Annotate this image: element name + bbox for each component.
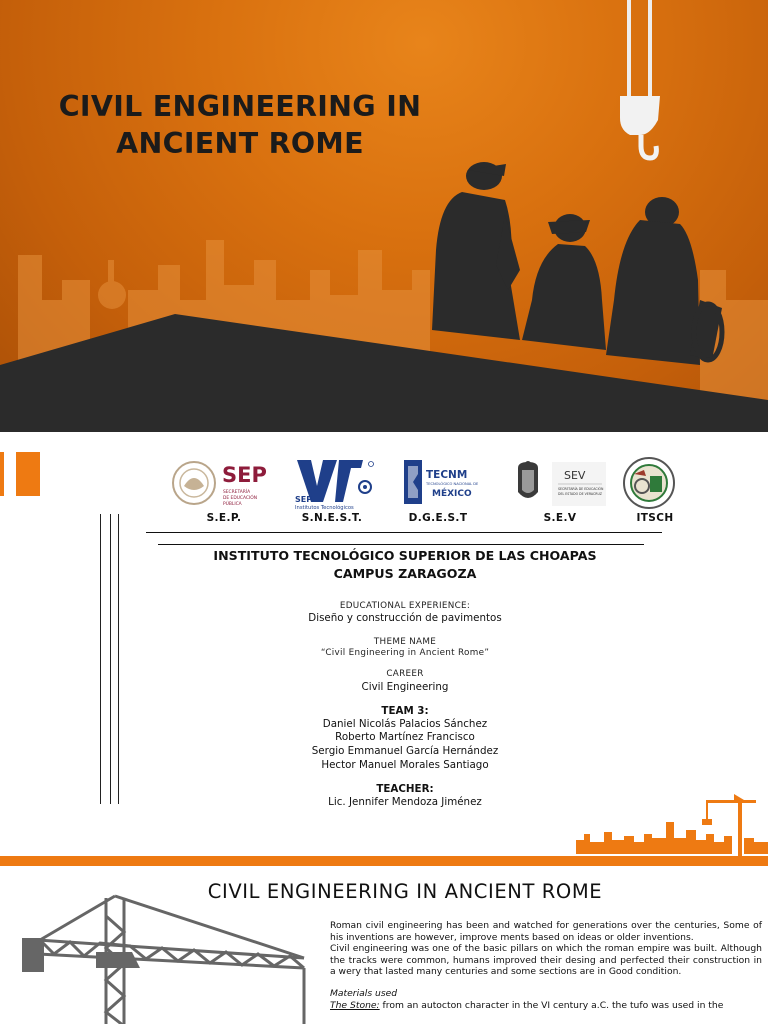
teacher-label: TEACHER: (376, 783, 434, 795)
stone-paragraph (330, 1000, 762, 1012)
content-page (0, 866, 768, 1024)
svg-text:PÚBLICA: PÚBLICA (223, 502, 242, 507)
svg-text:Institutos Tecnológicos: Institutos Tecnológicos (295, 505, 354, 511)
sep-logo-text: SEP (222, 463, 267, 487)
svg-text:SEP: SEP (295, 495, 313, 504)
divider (158, 544, 644, 545)
svg-text:TECNOLÓGICO NACIONAL DE: TECNOLÓGICO NACIONAL DE (426, 482, 478, 486)
team-member: Sergio Emmanuel García Hernández (311, 745, 499, 757)
itsch-label: ITSCH (636, 512, 674, 524)
svg-text:DE EDUCACIÓN: DE EDUCACIÓN (223, 496, 258, 501)
svg-text:SECRETARÍA: SECRETARÍA (223, 490, 251, 495)
team-member: Daniel Nicolás Palacios Sánchez (322, 718, 488, 730)
vertical-rule (118, 514, 119, 804)
svg-text:SECRETARÍA DE EDUCACIÓN: SECRETARÍA DE EDUCACIÓN (558, 487, 604, 491)
hook-icon (620, 0, 660, 158)
cover-title (30, 88, 450, 162)
cover-title-line2: ANCIENT ROME (116, 127, 364, 160)
sev-logo-text: SEV (564, 469, 586, 482)
info-page (0, 432, 768, 866)
stone-label: The Stone: (330, 999, 380, 1011)
itsch-logo (622, 456, 676, 514)
accent-bar-right (16, 452, 40, 496)
team-label: TEAM 3: (381, 705, 429, 717)
snest-label: S.N.E.S.T. (301, 512, 363, 524)
divider (146, 532, 662, 533)
orange-floor (0, 856, 768, 866)
accent-bar-left (0, 452, 4, 496)
cover-title-line1: CIVIL ENGINEERING IN (58, 90, 422, 123)
workers-silhouette (432, 162, 722, 365)
sev-label: S.E.V (543, 512, 577, 524)
orange-skyline (568, 790, 768, 860)
dgest-label: D.G.E.S.T (408, 512, 468, 524)
snest-logo (293, 456, 379, 516)
paragraph: Civil engineering was one of the basic pillars on which the roman empire was built. Although the tracks were common, humans improved their desing and perfected their construction in a wery that lasted many centuries and some sections are in Good condition. (330, 943, 762, 978)
sep-label: S.E.P. (206, 512, 242, 524)
tecnm-logo (402, 456, 478, 516)
vertical-rule (110, 514, 111, 804)
stone-text: from an autocton character in the VI century a.C. the tufo was used in the (379, 999, 724, 1011)
team-member: Roberto Martínez Francisco (335, 731, 475, 743)
sep-logo (170, 456, 282, 516)
theme-value: “Civil Engineering in Ancient Rome” (320, 648, 490, 658)
crane-illustration (0, 886, 330, 1024)
cover-illustration (0, 0, 768, 432)
sev-logo (512, 456, 610, 516)
cover-page (0, 0, 768, 432)
teacher-name: Lic. Jennifer Mendoza Jiménez (328, 796, 482, 808)
institute-name: INSTITUTO TECNOLÓGICO SUPERIOR DE LAS CHOAPAS (213, 548, 597, 563)
svg-text:DEL ESTADO DE VERACRUZ: DEL ESTADO DE VERACRUZ (558, 492, 602, 496)
team-member: Hector Manuel Morales Santiago (321, 759, 489, 771)
tecnm-logo-text: TECNM (426, 469, 468, 481)
experience-value: Diseño y construcción de pavimentos (308, 612, 502, 624)
experience-label: EDUCATIONAL EXPERIENCE: (339, 601, 471, 611)
theme-label: THEME NAME (373, 637, 437, 647)
paragraph: Roman civil engineering has been and watched for generations over the centuries, Some of his inventions are however, improve ments based on ideas or older inventions. (330, 920, 762, 943)
materials-heading: Materials used (330, 987, 398, 999)
page-title: CIVIL ENGINEERING IN ANCIENT ROME (207, 880, 603, 903)
body-text (330, 920, 762, 1011)
campus-name: CAMPUS ZARAGOZA (333, 566, 477, 581)
vertical-rule (100, 514, 101, 804)
tecnm-logo-subtext: MÉXICO (432, 489, 472, 499)
career-label: CAREER (386, 669, 424, 679)
career-value: Civil Engineering (361, 681, 449, 693)
